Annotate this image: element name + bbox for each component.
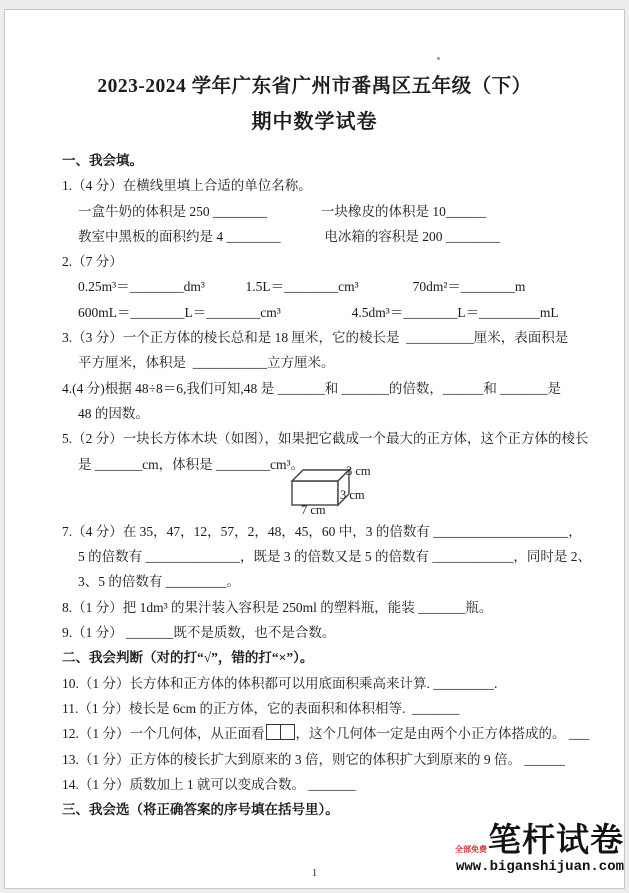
question-14-line: 14.（1 分）质数加上 1 就可以变成合数。 _______ — [62, 776, 356, 792]
front-view-square-right — [280, 724, 295, 740]
question-7-line-3: 3、5 的倍数有 _________。 — [78, 574, 240, 590]
question-3-line-2: 平方厘米，体积是 ___________立方厘米。 — [78, 355, 335, 371]
section-1-heading: 一、我会填。 — [62, 153, 143, 168]
question-7-line-2: 5 的倍数有 ______________，既是 3 的倍数又是 5 的倍数有 ____________，同时是 2、 — [78, 549, 591, 565]
document-page — [4, 9, 625, 889]
front-view-squares-diagram — [266, 724, 295, 739]
stray-dot — [437, 57, 440, 60]
question-1-line-3: 教室中黑板的面积约是 4 ________ 电冰箱的容积是 200 ________ — [78, 228, 500, 244]
cuboid-depth-label: 3 cm — [340, 487, 365, 502]
question-2-line-2: 600mL＝________L＝________cm³ 4.5dm³＝________L＝_________mL — [78, 304, 559, 320]
question-9-line: 9.（1 分） _______既不是质数，也不是合数。 — [62, 625, 336, 641]
watermark-brand: 笔杆试卷 — [488, 823, 624, 859]
question-5-line-1: 5.（2 分）一块长方体木块（如图），如果把它截成一个最大的正方体，这个正方体的棱长 — [62, 431, 589, 447]
watermark-brand-row — [364, 825, 624, 858]
question-1-line-2: 一盒牛奶的体积是 250 ________ 一块橡皮的体积是 10______ — [78, 203, 487, 219]
cuboid-diagram-inner — [284, 463, 444, 525]
question-7-line-1: 7.（4 分）在 35，47，12，57，2，48，45，60 中，3 的倍数有 ____________________， — [62, 523, 582, 539]
page-number: 1 — [311, 867, 318, 879]
question-3-line-1: 3.（3 分）一个正方体的棱长总和是 18 厘米，它的棱长是 __________厘米，表面积是 — [62, 330, 569, 346]
question-12-text-after: ，这个几何体一定是由两个小正方体搭成的。 ___ — [295, 726, 590, 742]
front-view-square-left — [266, 724, 281, 740]
question-13-line: 13.（1 分）正方体的棱长扩大到原来的 3 倍，则它的体积扩大到原来的 9 倍。 ______ — [62, 751, 565, 767]
watermark-free-label: 全部免费 — [455, 845, 487, 854]
watermark-url: www.biganshijuan.com — [455, 859, 624, 875]
question-1-prompt: 1.（4 分）在横线里填上合适的单位名称。 — [62, 178, 312, 194]
section-2-heading: 二、我会判断（对的打“√”，错的打“×”）。 — [62, 650, 314, 666]
question-12-line — [62, 721, 604, 746]
cuboid-diagram — [284, 463, 444, 519]
section-3-heading: 三、我会选（将正确答案的序号填在括号里）。 — [62, 802, 339, 818]
question-5-line-2: 是 _______cm，体积是 ________cm³。 — [78, 456, 305, 472]
question-10-line: 10.（1 分）长方体和正方体的体积都可以用底面积乘高来计算. _________. — [62, 675, 498, 691]
question-4-line-2: 48 的因数。 — [78, 405, 149, 421]
exam-body — [5, 148, 624, 822]
question-2-line-1: 0.25m³＝________dm³ 1.5L＝________cm³ 70dm²＝________m — [78, 279, 526, 295]
question-12-text-before: 12.（1 分）一个几何体，从正面看 — [62, 726, 265, 742]
question-4-line-1: 4.(4 分)根据 48÷8＝6,我们可知,48 是 _______和 _______的倍数，______和 _______是 — [62, 380, 562, 396]
exam-title-line1: 2023-2024 学年广东省广州市番禺区五年级（下） — [97, 76, 532, 97]
cuboid-width-label: 7 cm — [301, 502, 326, 517]
question-11-line: 11.（1 分）棱长是 6cm 的正方体，它的表面积和体积相等. _______ — [62, 700, 460, 716]
question-8-line: 8.（1 分）把 1dm³ 的果汁装入容积是 250ml 的塑料瓶，能装 _______瓶。 — [62, 599, 493, 615]
question-2-prompt: 2.（7 分） — [62, 254, 123, 270]
cuboid-height-label: 3 cm — [346, 463, 371, 478]
exam-title-line2: 期中数学试卷 — [251, 111, 378, 133]
